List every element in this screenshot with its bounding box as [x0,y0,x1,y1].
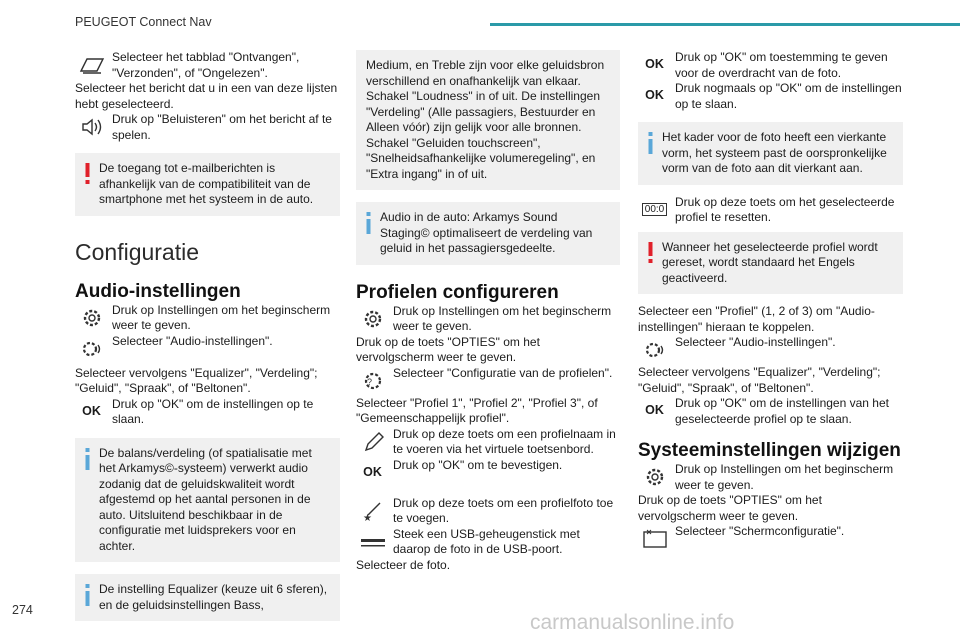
step-ok-save [638,81,903,112]
text: Selecteer een "Profiel" (1, 2 of 3) om "Audio-instellingen" hieraan te koppelen. [638,304,875,334]
text: Druk op de toets "OPTIES" om het vervolgscherm weer te geven. [356,334,540,364]
gear-icon [638,462,671,492]
reset-icon: 00:0 [638,195,671,225]
ok-button-icon: OK [645,57,664,72]
envelope-icon [75,50,108,80]
info-icon [84,584,91,606]
speaker-icon [75,112,108,142]
ok-button-icon: OK [645,88,664,103]
text: Selecteer de foto. [356,557,451,572]
info-box [75,438,340,563]
step-audio [638,335,903,365]
info-box [356,202,620,265]
screen-config-icon [638,524,671,554]
info-box-continued [356,50,620,190]
text: Druk op "Beluisteren" om het bericht af te spelen. [112,112,332,142]
info-icon [647,132,654,154]
warning-box [638,232,903,295]
text: Selecteer "Schermconfiguratie". [675,524,845,538]
info-icon [84,448,91,470]
svg-text:★: ★ [362,512,372,523]
header-title: PEUGEOT Connect Nav [75,15,212,29]
text: Selecteer het bericht dat u in een van deze lijsten hebt geselecteerd. [75,81,338,111]
column-2 [356,50,620,573]
step-settings [356,304,620,335]
text: Steek een USB-geheugenstick met daarop de foto in de USB-poort. [393,526,580,556]
text: Selecteer "Profiel 1", "Profiel 2", "Profiel 3", of "Gemeenschappelijk profiel". [356,395,598,425]
step-usb [356,527,620,558]
info-text: Het kader voor de foto heeft een vierkante vorm, het systeem past de oorspronkelijke vorm van de foto aan dit vierkant aan. [662,130,887,175]
step-audio [75,334,340,364]
subsection-title: Systeeminstellingen wijzigen [638,440,901,461]
watermark: carmanualsonline.info [530,611,735,634]
step-ok-transfer [638,50,903,81]
step-screen [638,524,903,554]
info-text: Medium, en Treble zijn voor elke geluidsbron verschillend en onafhankelijk van elkaar. Schakel "Loudness" in of uit. De instellingen "Verdeling" (Alle passagiers, Bestuurder en Alleen vóór) zijn gelijk voor alle bronnen. Schakel "Geluiden touchscreen", "Snelheidsafhankelijke volumeregeling", en "Extra ingang" in of uit. [366,58,605,181]
ok-button-icon: OK [82,403,101,418]
step-profiles [356,366,620,396]
ok-button-icon: OK [645,403,664,418]
text: Selecteer "Audio-instellingen". [112,333,273,348]
step-reset [638,195,903,226]
warning-text: Wanneer het geselecteerde profiel wordt gereset, wordt standaard het Engels geactiveerd. [662,239,878,285]
info-text: De instelling Equalizer (keuze uit 6 sferen), en de geluidsinstellingen Bass, [99,582,328,612]
column-1 [75,50,340,621]
info-box [638,122,903,185]
text: Druk op Instellingen om het beginscherm weer te geven. [675,462,894,492]
gear-audio-icon [638,335,671,365]
svg-text:?: ? [366,376,372,387]
text: Druk op Instellingen om het beginscherm weer te geven. [112,302,331,332]
text: Druk op Instellingen om het beginscherm weer te geven. [393,303,612,333]
subsection-title: Profielen configureren [356,281,559,303]
step-settings [75,303,340,334]
warning-text: De toegang tot e-mailberichten is afhankelijk van de compatibiliteit van de smartphone met het systeem in de auto. [99,161,314,206]
text: Druk op deze toets om een profielnaam in te voeren via het virtuele toetsenbord. [393,426,616,456]
info-box [75,574,340,621]
info-text: De balans/verdeling (of spatialisatie met het Arkamys©-systeem) verwerkt audio zodanig dat de geluidskwaliteit wordt afgestemd op het aantal personen in de auto. Uitsluitend beschikbaar in de configuratie met luidsprekers voor en achter. [99,445,312,553]
text: Selecteer "Audio-instellingen". [675,335,836,349]
header-accent-bar [490,23,960,26]
step-ok-profile [638,396,903,427]
info-text: Audio in de auto: Arkamys Sound Staging© optimaliseert de verdeling van geluid in het passagiersgedeelte. [380,210,593,255]
exclamation-icon [647,242,654,264]
section-title: Configuratie [75,238,200,265]
column-3 [638,50,903,554]
subsection-title: Audio-instellingen [75,280,241,302]
text: Druk nogmaals op "OK" om de instellingen op te slaan. [675,81,902,111]
exclamation-icon [84,163,91,185]
text: Selecteer "Configuratie van de profielen". [393,365,613,380]
step-ok [75,397,340,428]
gear-icon [356,304,389,334]
text: Druk op deze toets om het geselecteerde profiel te resetten. [675,194,895,224]
ok-button-icon: OK [363,464,382,479]
text: Druk op "OK" om de instellingen op te slaan. [112,396,314,426]
step-confirm [356,458,620,488]
text: Druk op "OK" om de instellingen van het geselecteerde profiel op te slaan. [675,396,889,426]
step-photo [356,496,620,527]
add-photo-icon [356,496,389,526]
step-listen [75,112,340,143]
profile-gear-icon [356,366,389,396]
text: Druk op "OK" om te bevestigen. [393,457,563,472]
warning-box [75,153,340,216]
step-tab-select [75,50,340,81]
text: Druk op deze toets om een profielfoto toe te voegen. [393,495,614,525]
text: Druk op de toets "OPTIES" om het vervolgscherm weer te geven. [638,493,822,523]
pencil-icon [356,427,389,457]
text: Selecteer het tabblad "Ontvangen", "Verzonden", of "Ongelezen". [112,50,300,80]
text: Selecteer vervolgens "Equalizer", "Verdeling"; "Geluid", "Spraak", of "Beltonen". [75,365,318,395]
text: Selecteer vervolgens "Equalizer", "Verdeling"; "Geluid", "Spraak", of "Beltonen". [638,365,881,395]
step-name [356,427,620,458]
usb-icon [356,527,389,557]
text: Druk op "OK" om toestemming te geven voor de overdracht van de foto. [675,50,888,80]
gear-icon [75,303,108,333]
info-icon [365,212,372,234]
step-settings [638,462,903,493]
gear-audio-icon [75,334,108,364]
page-number: 274 [12,603,33,617]
